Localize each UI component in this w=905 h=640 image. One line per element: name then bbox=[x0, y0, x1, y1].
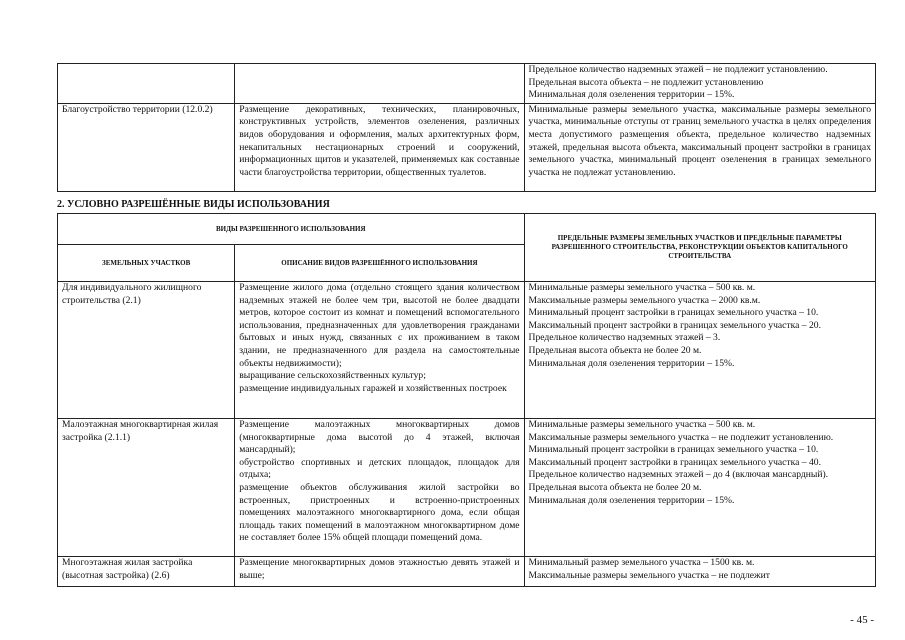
param-line: Минимальный размер земельного участка – 1500 кв. м. bbox=[528, 557, 755, 568]
header-limits-params: ПРЕДЕЛЬНЫЕ РАЗМЕРЫ ЗЕМЕЛЬНЫХ УЧАСТКОВ И ПРЕДЕЛЬНЫЕ ПАРАМЕТРЫ РАЗРЕШЕННОГО СТРОИТЕЛЬСТВА, РЕКОНСТРУКЦИИ ОБЪЕКТОВ КАПИТАЛЬНОГО СТРОИТЕЛЬСТВА bbox=[524, 214, 875, 282]
use-params-cell bbox=[524, 282, 875, 419]
table-header-row bbox=[58, 214, 876, 245]
use-params-cell bbox=[524, 557, 875, 587]
param-line: Минимальный процент застройки в границах земельного участка – 10. bbox=[528, 444, 819, 456]
table-row bbox=[58, 64, 876, 104]
use-name-cell: Благоустройство территории (12.0.2) bbox=[58, 103, 235, 191]
table-row bbox=[58, 282, 876, 419]
param-line: Максимальные размеры земельного участка – 2000 кв.м. bbox=[528, 294, 761, 306]
param-line: Минимальные размеры земельного участка – 500 кв. м. bbox=[528, 419, 756, 430]
param-line: Предельная высота объекта не более 20 м. bbox=[528, 481, 702, 493]
header-use-description: ОПИСАНИЕ ВИДОВ РАЗРЕШЁННОГО ИСПОЛЬЗОВАНИЯ bbox=[235, 245, 524, 282]
param-line: Предельная высота объекта – не подлежит установлению bbox=[528, 76, 764, 88]
use-description-cell bbox=[235, 557, 524, 587]
description-line: размещение индивидуальных гаражей и хозяйственных построек bbox=[239, 382, 507, 394]
table-row bbox=[58, 419, 876, 557]
header-land-plots: ЗЕМЕЛЬНЫХ УЧАСТКОВ bbox=[58, 245, 235, 282]
use-description-cell bbox=[235, 64, 524, 104]
use-params-cell bbox=[524, 419, 875, 557]
param-line: Предельная высота объекта не более 20 м. bbox=[528, 344, 702, 356]
section-heading: 2. УСЛОВНО РАЗРЕШЁННЫЕ ВИДЫ ИСПОЛЬЗОВАНИЯ bbox=[57, 199, 330, 210]
use-description-cell bbox=[235, 419, 524, 557]
param-line: Предельное количество надземных этажей – не подлежит установлению. bbox=[528, 64, 828, 75]
param-line: Предельное количество надземных этажей – 3. bbox=[528, 332, 721, 344]
param-line: Максимальные размеры земельного участка – не подлежит установлению. bbox=[528, 431, 834, 443]
use-name-cell: Многоэтажная жилая застройка (высотная застройка) (2.6) bbox=[58, 557, 235, 587]
param-line: Минимальная доля озеленения территории – 15%. bbox=[528, 89, 735, 101]
table-row bbox=[58, 103, 876, 191]
description-line: Размещение многоквартирных домов этажностью девять этажей и выше; bbox=[239, 557, 520, 581]
use-name-cell: Малоэтажная многоквартирная жилая застройка (2.1.1) bbox=[58, 419, 235, 557]
description-line: Размещение малоэтажных многоквартирных домов (многоквартирные дома высотой до 4 этажей, включая мансардный); bbox=[239, 419, 520, 456]
header-group-permitted-uses: ВИДЫ РАЗРЕШЕННОГО ИСПОЛЬЗОВАНИЯ bbox=[58, 214, 525, 245]
description-line: Размещение декоративных, технических, планировочных, конструктивных устройств, элементов озеленения, различных видов оборудования и оформления, малых архитектурных форм, некапитальных нестационарных строений и сооружений, информационных щитов и указателей, применяемых как составные части благоустройства территории, общественных туалетов. bbox=[239, 103, 520, 178]
use-name-cell bbox=[58, 64, 235, 104]
param-line: Максимальный процент застройки в границах земельного участка – 20. bbox=[528, 319, 821, 331]
use-description-cell bbox=[235, 282, 524, 419]
table-row bbox=[58, 557, 876, 587]
description-line: Размещение жилого дома (отдельно стоящего здания количеством надземных этажей не более чем три, высотой не более двадцати метров, которое состоит из комнат и помещений вспомогательного использования, предназначенных для удовлетворения гражданами бытовых и иных нужд, связанных с их проживанием в таком здании, не предназначенного для раздела на самостоятельные объекты недвижимости); bbox=[239, 282, 520, 369]
param-line: Минимальный процент застройки в границах земельного участка – 10. bbox=[528, 307, 819, 319]
use-params-cell bbox=[524, 64, 875, 104]
param-line: Минимальные размеры земельного участка, максимальные размеры земельного участка, минимальные отступы от границ земельного участка в целях определения места допустимого размещения объекта, предельное количество надземных этажей, предельная высота объекта, максимальный процент застройки в границах земельного участка, минимальный процент озеленения в границах земельного участка не подлежат установлению. bbox=[528, 103, 871, 178]
permitted-use-table-continued bbox=[57, 63, 876, 192]
use-description-cell bbox=[235, 103, 524, 191]
conditional-use-table bbox=[57, 213, 876, 587]
description-line: размещение объектов обслуживания жилой застройки во встроенных, пристроенных и встроенно-пристроенных помещениях малоэтажного многоквартирного дома, если общая площадь таких помещений в малоэтажном многоквартирном доме не составляет более 15% общей площади помещений дома. bbox=[239, 481, 520, 544]
param-line: Максимальный процент застройки в границах земельного участка – 40. bbox=[528, 456, 821, 468]
param-line: Предельное количество надземных этажей – до 4 (включая мансардный). bbox=[528, 469, 829, 481]
param-line: Минимальные размеры земельного участка – 500 кв. м. bbox=[528, 282, 756, 293]
param-line: Минимальная доля озеленения территории – 15%. bbox=[528, 357, 735, 369]
param-line: Максимальные размеры земельного участка – не подлежит bbox=[528, 569, 770, 581]
use-name-cell: Для индивидуального жилищного строительства (2.1) bbox=[58, 282, 235, 419]
page-number: - 45 - bbox=[850, 614, 874, 626]
use-params-cell bbox=[524, 103, 875, 191]
param-line: Минимальная доля озеленения территории – 15%. bbox=[528, 494, 735, 506]
description-line: выращивание сельскохозяйственных культур; bbox=[239, 370, 426, 382]
description-line: обустройство спортивных и детских площадок, площадок для отдыха; bbox=[239, 456, 520, 481]
